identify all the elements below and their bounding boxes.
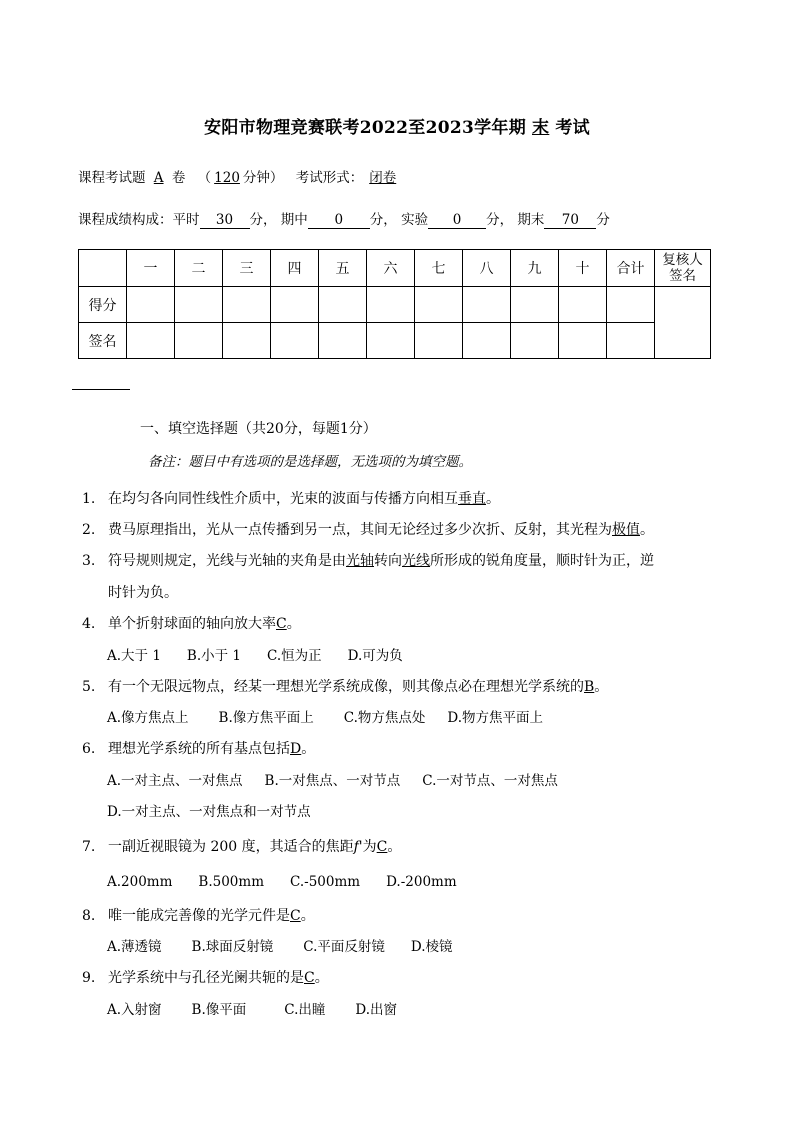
question-text: 。 <box>486 491 500 507</box>
exam-title <box>0 113 794 138</box>
options-row <box>107 998 397 1018</box>
question-answer: B <box>584 679 595 695</box>
row-label-score: 得分 <box>79 287 127 323</box>
format-value: 闭卷 <box>369 170 397 186</box>
question-number: 7. <box>82 839 96 855</box>
score-cell[interactable] <box>511 287 559 323</box>
grade-unit-2: 分， 实验 <box>369 212 429 228</box>
grade-composition-line <box>78 208 610 229</box>
option-a: A.一对主点、一对焦点 <box>107 773 243 789</box>
question-number: 2. <box>82 522 96 538</box>
option-a: D.一对主点、一对焦点和一对节点 <box>107 804 311 820</box>
question-number: 9. <box>82 970 96 986</box>
question-text: 在均匀各向同性线性介质中，光束的波面与传播方向相互 <box>108 491 458 507</box>
option-c: C.物方焦点处 <box>343 710 426 726</box>
option-c: C.平面反射镜 <box>303 939 385 955</box>
signature-cell[interactable] <box>559 323 607 359</box>
midterm-score: 0 <box>308 213 370 229</box>
question-answer: C <box>376 839 388 855</box>
question-number: 3. <box>82 553 96 569</box>
score-cell[interactable] <box>463 287 511 323</box>
question-answer: C <box>290 908 301 924</box>
header-cell: 一 <box>127 250 175 287</box>
question-text: 。 <box>286 616 301 632</box>
paper-type-value: A <box>153 170 164 186</box>
question-number: 6. <box>82 741 96 757</box>
score-cell[interactable] <box>127 287 175 323</box>
option-c: C.出瞳 <box>284 1002 326 1018</box>
question-1 <box>82 488 500 508</box>
score-cell[interactable] <box>223 287 271 323</box>
question-number: 1. <box>82 491 96 507</box>
option-d: D.棱镜 <box>410 939 453 955</box>
signature-cell[interactable] <box>463 323 511 359</box>
title-suffix: 考试 <box>555 118 590 138</box>
course-label: 课程考试题 <box>78 170 146 186</box>
question-answer: D <box>290 741 302 757</box>
question-number: 8. <box>82 908 96 924</box>
duration-value: 120 <box>214 170 240 186</box>
question-answer: 光线 <box>402 553 430 569</box>
question-text: 。 <box>300 908 315 924</box>
question-answer: 极值 <box>612 522 640 538</box>
question-answer: C <box>304 970 315 986</box>
option-a: A.200mm <box>107 874 173 890</box>
row-label-signature: 签名 <box>79 323 127 359</box>
grade-unit-1: 分， 期中 <box>249 212 308 228</box>
divider-rule <box>72 389 130 390</box>
question-5 <box>82 676 608 696</box>
question-7 <box>82 836 401 856</box>
score-table-header-row <box>79 250 711 287</box>
option-b: B.一对焦点、一对节点 <box>264 773 401 789</box>
question-text: 。 <box>387 839 402 855</box>
reviewer-header-line2: 签名 <box>669 268 696 284</box>
question-2 <box>82 519 654 539</box>
header-cell: 十 <box>559 250 607 287</box>
score-cell[interactable] <box>271 287 319 323</box>
question-text: 所形成的锐角度量，顺时针为正，逆 <box>430 553 654 569</box>
format-label: 考试形式： <box>295 170 364 186</box>
option-c: C.-500mm <box>290 874 361 890</box>
option-a: A.入射窗 <box>107 1002 162 1018</box>
table-corner-cell <box>79 250 127 287</box>
header-cell: 三 <box>223 250 271 287</box>
options-row <box>107 769 558 789</box>
title-term-blank: 末 <box>532 118 550 138</box>
question-continuation: 时针为负。 <box>108 585 178 601</box>
option-c: C.恒为正 <box>267 648 322 664</box>
option-b: B.500mm <box>198 874 265 890</box>
signature-cell[interactable] <box>175 323 223 359</box>
option-c: C.一对节点、一对焦点 <box>422 773 558 789</box>
option-b: B.球面反射镜 <box>191 939 274 955</box>
option-d: D.-200mm <box>386 874 457 890</box>
question-text: 费马原理指出，光从一点传播到另一点，其间无论经过多少次折、反射，其光程为 <box>108 522 612 538</box>
options-row <box>107 874 457 890</box>
header-cell: 二 <box>175 250 223 287</box>
option-d: D.可为负 <box>347 648 403 664</box>
signature-cell[interactable] <box>367 323 415 359</box>
question-number: 5. <box>82 679 96 695</box>
header-cell: 八 <box>463 250 511 287</box>
question-8 <box>82 905 315 925</box>
question-6 <box>82 738 315 758</box>
question-text: 理想光学系统的所有基点包括 <box>108 741 290 757</box>
grade-label: 课程成绩构成：平时 <box>78 212 200 228</box>
header-cell: 五 <box>319 250 367 287</box>
question-3 <box>82 550 654 570</box>
option-d: D.出窗 <box>355 1002 398 1018</box>
question-text: 。 <box>301 741 316 757</box>
header-cell: 四 <box>271 250 319 287</box>
score-table <box>78 249 711 359</box>
lab-score: 0 <box>428 213 486 229</box>
question-number: 4. <box>82 616 96 632</box>
options-row <box>107 800 311 820</box>
question-text: 唯一能成完善像的光学元件是 <box>108 908 290 924</box>
score-cell[interactable] <box>319 287 367 323</box>
question-9 <box>82 967 329 987</box>
signature-cell[interactable] <box>223 323 271 359</box>
section-title: 一、填空选择题（共20分，每题1分） <box>140 421 377 437</box>
score-cell[interactable] <box>367 287 415 323</box>
signature-cell[interactable] <box>607 323 655 359</box>
usual-score: 30 <box>200 213 250 229</box>
header-cell: 合计 <box>607 250 655 287</box>
options-row <box>107 935 453 955</box>
duration-open: （ <box>197 170 212 186</box>
section-note: 备注：题目中有选项的是选择题，无选项的为填空题。 <box>148 454 472 470</box>
option-b: B.像平面 <box>191 1002 247 1018</box>
score-cell[interactable] <box>607 287 655 323</box>
question-text: 光学系统中与孔径光阑共轭的是 <box>108 970 304 986</box>
question-symbol: f' <box>353 839 363 855</box>
option-a: A.薄透镜 <box>107 939 162 955</box>
signature-row <box>79 323 711 359</box>
signature-cell[interactable] <box>319 323 367 359</box>
paper-label: 卷 <box>171 170 186 186</box>
duration-unit: 分钟） <box>242 170 284 186</box>
score-cell[interactable] <box>559 287 607 323</box>
options-row <box>107 706 543 726</box>
header-cell: 九 <box>511 250 559 287</box>
question-4 <box>82 613 301 633</box>
score-cell[interactable] <box>175 287 223 323</box>
option-b: B.像方焦平面上 <box>218 710 314 726</box>
question-text: 。 <box>314 970 329 986</box>
question-text: 有一个无限远物点，经某一理想光学系统成像，则其像点必在理想光学系统的 <box>108 679 584 695</box>
question-answer: 光轴 <box>346 553 374 569</box>
signature-cell[interactable] <box>511 323 559 359</box>
exam-info-line <box>78 166 402 186</box>
option-a: A.像方焦点上 <box>107 710 189 726</box>
signature-cell[interactable] <box>415 323 463 359</box>
title-prefix: 安阳市物理竞赛联考2022至2023学年期 <box>204 118 526 138</box>
grade-unit-4: 分 <box>596 212 610 228</box>
option-d: D.物方焦平面上 <box>447 710 544 726</box>
question-text: 单个折射球面的轴向放大率 <box>108 616 276 632</box>
question-answer: 垂直 <box>458 491 486 507</box>
score-cell[interactable] <box>415 287 463 323</box>
question-text: 转向 <box>374 553 402 569</box>
reviewer-header-cell <box>655 250 711 287</box>
header-cell: 七 <box>415 250 463 287</box>
reviewer-header-line1: 复核人 <box>662 252 703 268</box>
grade-unit-3: 分， 期末 <box>486 212 545 228</box>
question-text: 。 <box>594 679 609 695</box>
option-b: B.小于 1 <box>186 648 242 664</box>
question-text: 符号规则规定，光线与光轴的夹角是由 <box>108 553 346 569</box>
question-text: 为 <box>362 839 377 855</box>
reviewer-signature-cell[interactable] <box>655 287 711 359</box>
signature-cell[interactable] <box>271 323 319 359</box>
options-row <box>107 644 403 664</box>
final-score: 70 <box>544 213 596 229</box>
question-text: 。 <box>640 522 654 538</box>
question-text: 一副近视眼镜为 200 度，其适合的焦距 <box>108 839 354 855</box>
score-row <box>79 287 711 323</box>
signature-cell[interactable] <box>127 323 175 359</box>
header-cell: 六 <box>367 250 415 287</box>
option-a: A.大于 1 <box>107 648 161 664</box>
question-answer: C <box>276 616 287 632</box>
